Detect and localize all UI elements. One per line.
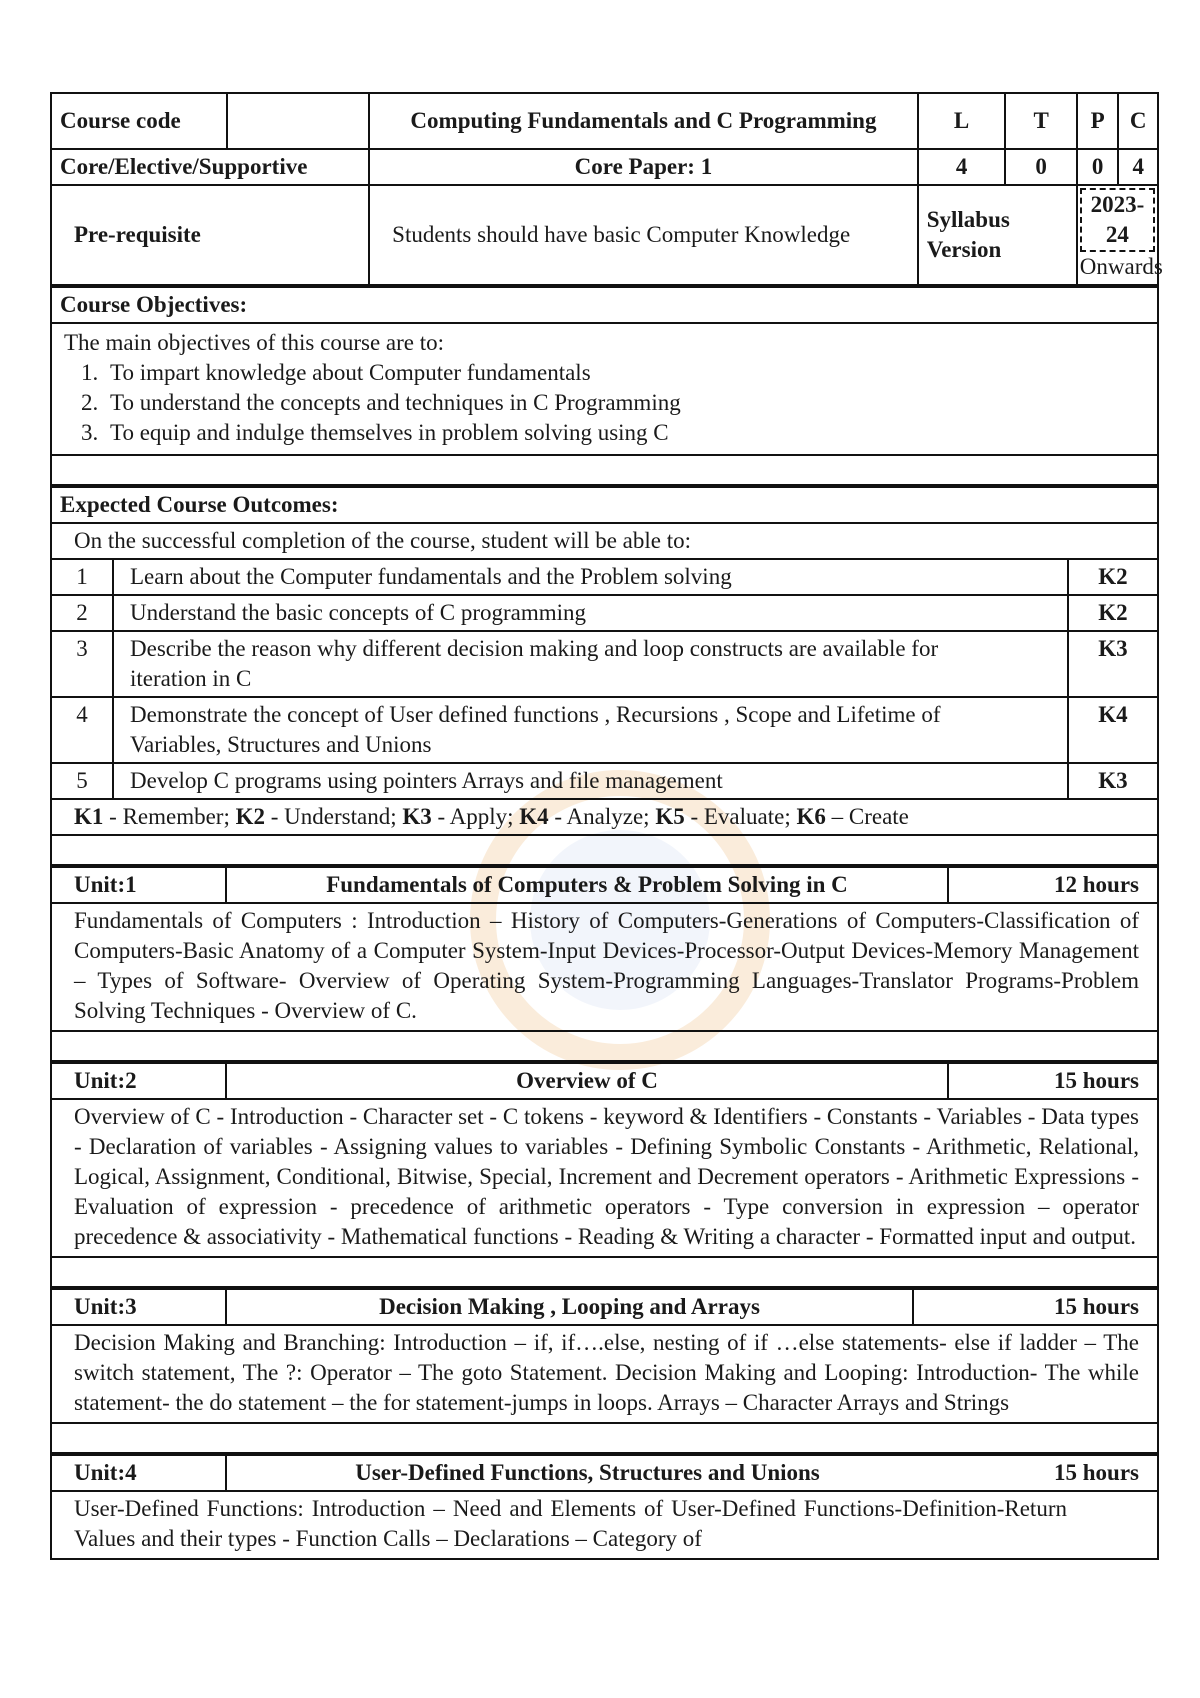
- unit-title: Decision Making , Looping and Arrays: [226, 1289, 913, 1325]
- ltpc-header-p: P: [1077, 93, 1119, 149]
- ltpc-header-l: L: [918, 93, 1006, 149]
- syllabus-page: [50, 92, 1163, 1560]
- legend-key: K5: [655, 804, 685, 829]
- outcome-number: 4: [51, 697, 113, 763]
- outcome-row: [51, 697, 1158, 763]
- unit-1-table: [50, 866, 1159, 1062]
- spacer-row: [51, 1031, 1158, 1061]
- ltpc-value-l: 4: [918, 149, 1006, 185]
- outcome-level: K3: [1068, 631, 1158, 697]
- objective-item: 2. To understand the concepts and techniques in C Programming: [104, 388, 1149, 418]
- category-value: Core Paper: 1: [369, 149, 918, 185]
- ltpc-value-c: 4: [1118, 149, 1158, 185]
- spacer-row: [51, 1257, 1158, 1287]
- outcome-level: K4: [1068, 697, 1158, 763]
- objective-item: 3. To equip and indulge themselves in problem solving using C: [104, 418, 1149, 448]
- outcome-text: Develop C programs using pointers Arrays and file management: [113, 763, 1068, 799]
- objectives-body: [51, 323, 1158, 455]
- legend-key: K2: [235, 804, 265, 829]
- outcome-row: [51, 559, 1158, 595]
- objectives-table: [50, 286, 1159, 486]
- legend-key: K3: [402, 804, 432, 829]
- outcome-level: K2: [1068, 595, 1158, 631]
- unit-content: Fundamentals of Computers : Introduction – History of Computers-Generations of Computers-Classification of Computers-Basic Anatomy of a Computer System-Input Devices-Processor-Output Devices-Memory Management – Types of Software- Overview of Operating System-Programming Languages-Translator Programs-Problem Solving Techniques - Overview of C.: [51, 903, 1158, 1031]
- outcome-number: 5: [51, 763, 113, 799]
- unit-hours: 15 hours: [913, 1289, 1158, 1325]
- outcome-text: Describe the reason why different decision making and loop constructs are available for iteration in C: [113, 631, 1068, 697]
- ltpc-header-t: T: [1005, 93, 1076, 149]
- outcomes-title: Expected Course Outcomes:: [51, 487, 1158, 523]
- syllabus-version-label: Syllabus Version: [918, 185, 1077, 285]
- unit-title: Fundamentals of Computers & Problem Solving in C: [226, 867, 948, 903]
- outcome-number: 1: [51, 559, 113, 595]
- unit-label: Unit:2: [51, 1063, 226, 1099]
- unit-hours: 12 hours: [948, 867, 1158, 903]
- unit-content: Overview of C - Introduction - Character set - C tokens - keyword & Identifiers - Constants - Variables - Data types - Declaration of variables - Assigning values to variables - Defining Symbolic Constants - Arithmetic, Relational, Logical, Assignment, Conditional, Bitwise, Special, Increment and Decrement operators - Arithmetic Expressions - Evaluation of expression - precedence of arithmetic operators - Type conversion in expression – operator precedence & associativity - Mathematical functions - Reading & Writing a character - Formatted input and output.: [51, 1099, 1158, 1257]
- spacer-row: [51, 455, 1158, 485]
- legend-key: K1: [74, 804, 104, 829]
- spacer-row: [51, 1423, 1158, 1453]
- unit-label: Unit:3: [51, 1289, 226, 1325]
- outcome-text: Demonstrate the concept of User defined functions , Recursions , Scope and Lifetime of Variables, Structures and Unions: [113, 697, 1068, 763]
- syllabus-version-value: [1077, 185, 1163, 285]
- syllabus-year: 2023-24: [1080, 188, 1155, 252]
- unit-content: Decision Making and Branching: Introduction – if, if….else, nesting of if …else statements- else if ladder – The switch statement, The ?: Operator – The goto Statement. Decision Making and Looping: Introduction- The while statement- the do statement – the for statement-jumps in loops. Arrays – Character Arrays and Strings: [51, 1325, 1158, 1423]
- prereq-value: Students should have basic Computer Knowledge: [369, 185, 918, 285]
- unit-2-table: [50, 1062, 1159, 1288]
- legend-label: Apply;: [449, 804, 514, 829]
- outcome-level: K2: [1068, 559, 1158, 595]
- course-title: Computing Fundamentals and C Programming: [369, 93, 918, 149]
- outcome-row: [51, 631, 1158, 697]
- unit-hours: 15 hours: [948, 1455, 1158, 1491]
- legend-label: Evaluate;: [703, 804, 791, 829]
- outcome-row: [51, 763, 1158, 799]
- syllabus-onwards: Onwards: [1079, 254, 1163, 279]
- outcome-level: K3: [1068, 763, 1158, 799]
- spacer-row: [51, 835, 1158, 865]
- ltpc-value-p: 0: [1077, 149, 1119, 185]
- unit-hours: 15 hours: [948, 1063, 1158, 1099]
- unit-label: Unit:4: [51, 1455, 226, 1491]
- objective-item: 1. To impart knowledge about Computer fundamentals: [104, 358, 1149, 388]
- course-code-label: Course code: [51, 93, 227, 149]
- legend-label: Analyze;: [566, 804, 650, 829]
- course-header-table: [50, 92, 1163, 286]
- unit-title: User-Defined Functions, Structures and Unions: [226, 1455, 948, 1491]
- unit-4-table: [50, 1454, 1159, 1560]
- outcome-number: 3: [51, 631, 113, 697]
- legend-label: Understand;: [284, 804, 397, 829]
- outcome-row: [51, 595, 1158, 631]
- prereq-label: Pre-requisite: [51, 185, 369, 285]
- unit-content: User-Defined Functions: Introduction – Need and Elements of User-Defined Functions-Definition-Return Values and their types - Function Calls – Declarations – Category of: [51, 1491, 1158, 1559]
- objectives-list: [64, 358, 1149, 448]
- legend-key: K4: [519, 804, 549, 829]
- category-label: Core/Elective/Supportive: [51, 149, 369, 185]
- ltpc-value-t: 0: [1005, 149, 1076, 185]
- objectives-intro: The main objectives of this course are to:: [64, 330, 445, 355]
- unit-title: Overview of C: [226, 1063, 948, 1099]
- knowledge-legend: K1 - Remember; K2 - Understand; K3 - Apply; K4 - Analyze; K5 - Evaluate; K6 – Create: [51, 799, 1158, 835]
- legend-key: K6: [796, 804, 826, 829]
- legend-label: Remember;: [122, 804, 230, 829]
- unit-3-table: [50, 1288, 1159, 1454]
- course-code-value: [227, 93, 370, 149]
- ltpc-header-c: C: [1118, 93, 1158, 149]
- outcomes-intro: On the successful completion of the course, student will be able to:: [51, 523, 1158, 559]
- outcome-number: 2: [51, 595, 113, 631]
- legend-label: Create: [848, 804, 909, 829]
- outcome-text: Learn about the Computer fundamentals and the Problem solving: [113, 559, 1068, 595]
- unit-label: Unit:1: [51, 867, 226, 903]
- outcome-text: Understand the basic concepts of C programming: [113, 595, 1068, 631]
- objectives-title: Course Objectives:: [51, 287, 1158, 323]
- outcomes-table: [50, 486, 1159, 866]
